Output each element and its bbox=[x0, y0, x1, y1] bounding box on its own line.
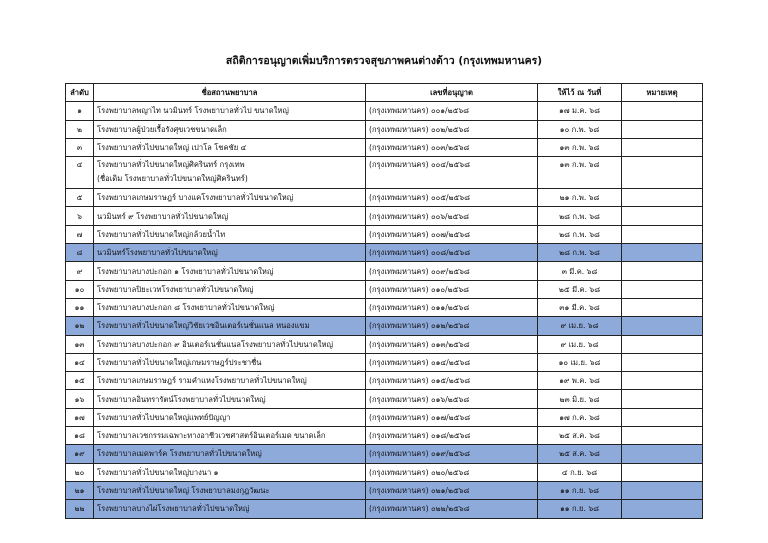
table-row bbox=[66, 157, 703, 189]
hospital-name: นวมินทร์โรงพยาบาลทั่วไปขนาดใหญ่ bbox=[94, 244, 366, 262]
hospital-name: โรงพยาบาลทั่วไปขนาดใหญ่เกษมราษฎร์ประชาชื่น bbox=[94, 353, 366, 371]
hospital-name: โรงพยาบาลบางปะกอก ๘ โรงพยาบาลทั่วไปขนาดใหญ่ bbox=[94, 298, 366, 316]
remark bbox=[622, 102, 703, 120]
remark bbox=[622, 317, 703, 335]
row-number: ๑๕ bbox=[66, 372, 94, 390]
col-header-note: หมายเหตุ bbox=[622, 84, 703, 102]
hospital-name-line: โรงพยาบาลทั่วไปขนาดใหญ่ศิครินทร์ กรุงเทพ bbox=[97, 160, 245, 170]
row-number: ๑๑ bbox=[66, 298, 94, 316]
table-row bbox=[66, 353, 703, 371]
table-row bbox=[66, 280, 703, 298]
remark bbox=[622, 335, 703, 353]
hospital-name: โรงพยาบาลเกษมราษฎร์ บางแคโรงพยาบาลทั่วไปขนาดใหญ่ bbox=[94, 189, 366, 207]
row-number: ๒๑ bbox=[66, 481, 94, 499]
remark bbox=[622, 353, 703, 371]
hospital-name: โรงพยาบาลทั่วไปขนาดใหญ่แพทย์ปัญญา bbox=[94, 408, 366, 426]
license-number: (กรุงเทพมหานคร) ๐๑๗/๒๕๖๘ bbox=[366, 408, 538, 426]
table-row bbox=[66, 463, 703, 481]
row-number: ๑๒ bbox=[66, 317, 94, 335]
issue-date: ๒๕ ส.ค. ๖๘ bbox=[538, 427, 622, 445]
license-number: (กรุงเทพมหานคร) ๐๐๘/๒๕๖๘ bbox=[366, 244, 538, 262]
hospital-name: โรงพยาบาลเกษมราษฎร์ รามคำแหงโรงพยาบาลทั่วไปขนาดใหญ่ bbox=[94, 372, 366, 390]
license-number: (กรุงเทพมหานคร) ๐๐๔/๒๕๖๘ bbox=[366, 157, 538, 189]
license-number: (กรุงเทพมหานคร) ๐๑๕/๒๕๖๘ bbox=[366, 372, 538, 390]
license-number: (กรุงเทพมหานคร) ๐๒๒/๒๕๖๘ bbox=[366, 500, 538, 518]
col-header-no: ลำดับ bbox=[66, 84, 94, 102]
row-number: ๑๔ bbox=[66, 353, 94, 371]
row-number: ๒๐ bbox=[66, 463, 94, 481]
remark bbox=[622, 481, 703, 499]
row-number: ๘ bbox=[66, 244, 94, 262]
table-row bbox=[66, 189, 703, 207]
hospital-name: โรงพยาบาลบางปะกอก ๑ โรงพยาบาลทั่วไปขนาดใหญ่ bbox=[94, 262, 366, 280]
row-number: ๑๖ bbox=[66, 390, 94, 408]
issue-date: ๓ มี.ค. ๖๘ bbox=[538, 262, 622, 280]
issue-date: ๔ ก.ย. ๖๘ bbox=[538, 463, 622, 481]
row-number: ๑๓ bbox=[66, 335, 94, 353]
license-number: (กรุงเทพมหานคร) ๐๒๑/๒๕๖๘ bbox=[366, 481, 538, 499]
table-row bbox=[66, 138, 703, 156]
license-number: (กรุงเทพมหานคร) ๐๐๖/๒๕๖๘ bbox=[366, 207, 538, 225]
hospital-name: โรงพยาบาลปิยะเวทโรงพยาบาลทั่วไปขนาดใหญ่ bbox=[94, 280, 366, 298]
table-header-row bbox=[66, 84, 703, 102]
row-number: ๓ bbox=[66, 138, 94, 156]
license-number: (กรุงเทพมหานคร) ๐๑๔/๒๕๖๘ bbox=[366, 353, 538, 371]
row-number: ๙ bbox=[66, 262, 94, 280]
remark bbox=[622, 390, 703, 408]
table-row bbox=[66, 298, 703, 316]
permit-table bbox=[65, 83, 703, 519]
remark bbox=[622, 138, 703, 156]
issue-date: ๓๑ มี.ค. ๖๘ bbox=[538, 298, 622, 316]
row-number: ๒ bbox=[66, 120, 94, 138]
hospital-name: โรงพยาบาลอินทรารัตน์โรงพยาบาลทั่วไปขนาดใหญ่ bbox=[94, 390, 366, 408]
issue-date: ๑๓ ก.พ. ๖๘ bbox=[538, 138, 622, 156]
row-number: ๖ bbox=[66, 207, 94, 225]
issue-date: ๒๕ ส.ค. ๖๘ bbox=[538, 445, 622, 463]
hospital-name: โรงพยาบาลทั่วไปขนาดใหญ่บางนา ๑ bbox=[94, 463, 366, 481]
row-number: ๒๒ bbox=[66, 500, 94, 518]
hospital-name: โรงพยาบาลเมดพาร์ค โรงพยาบาลทั่วไปขนาดใหญ่ bbox=[94, 445, 366, 463]
license-number: (กรุงเทพมหานคร) ๐๐๕/๒๕๖๘ bbox=[366, 189, 538, 207]
table-row bbox=[66, 262, 703, 280]
hospital-name: โรงพยาบาลทั่วไปขนาดใหญ่กล้วยน้ำไท bbox=[94, 225, 366, 243]
remark bbox=[622, 262, 703, 280]
table-row bbox=[66, 317, 703, 335]
table-row bbox=[66, 390, 703, 408]
hospital-name: โรงพยาบาลทั่วไปขนาดใหญ่ เปาโล โชคชัย ๔ bbox=[94, 138, 366, 156]
issue-date: ๑๗ ก.ค. ๖๘ bbox=[538, 408, 622, 426]
remark bbox=[622, 500, 703, 518]
license-number: (กรุงเทพมหานคร) ๐๑๙/๒๕๖๘ bbox=[366, 445, 538, 463]
table-row bbox=[66, 445, 703, 463]
remark bbox=[622, 207, 703, 225]
row-number: ๑๙ bbox=[66, 445, 94, 463]
col-header-date: ให้ไว้ ณ วันที่ bbox=[538, 84, 622, 102]
remark bbox=[622, 408, 703, 426]
remark bbox=[622, 372, 703, 390]
remark bbox=[622, 157, 703, 189]
issue-date: ๑๑ ก.ย. ๖๘ bbox=[538, 481, 622, 499]
issue-date: ๑๐ ก.พ. ๖๘ bbox=[538, 120, 622, 138]
license-number: (กรุงเทพมหานคร) ๐๐๗/๒๕๖๘ bbox=[366, 225, 538, 243]
remark bbox=[622, 445, 703, 463]
issue-date: ๑๐ เม.ย. ๖๘ bbox=[538, 353, 622, 371]
license-number: (กรุงเทพมหานคร) ๐๐๓/๒๕๖๘ bbox=[366, 138, 538, 156]
issue-date: ๒๑ ก.พ. ๖๘ bbox=[538, 189, 622, 207]
row-number: ๗ bbox=[66, 225, 94, 243]
hospital-name: โรงพยาบาลเวชกรรมเฉพาะทางอาชีวเวชศาสตร์อินเตอร์เมด ขนาดเล็ก bbox=[94, 427, 366, 445]
table-row bbox=[66, 481, 703, 499]
issue-date: ๒๘ ก.พ. ๖๘ bbox=[538, 225, 622, 243]
issue-date: ๑๗ ม.ค. ๖๘ bbox=[538, 102, 622, 120]
remark bbox=[622, 189, 703, 207]
license-number: (กรุงเทพมหานคร) ๐๐๑/๒๕๖๘ bbox=[366, 102, 538, 120]
table-row bbox=[66, 500, 703, 518]
license-number: (กรุงเทพมหานคร) ๐๑๑/๒๕๖๘ bbox=[366, 298, 538, 316]
table-row bbox=[66, 427, 703, 445]
remark bbox=[622, 463, 703, 481]
remark bbox=[622, 244, 703, 262]
table-row bbox=[66, 335, 703, 353]
license-number: (กรุงเทพมหานคร) ๐๑๒/๒๕๖๘ bbox=[366, 317, 538, 335]
table-row bbox=[66, 225, 703, 243]
hospital-name bbox=[94, 157, 366, 189]
table-row bbox=[66, 102, 703, 120]
page-title: สถิติการอนุญาตเพิ่มบริการตรวจสุขภาพคนต่างด้าว (กรุงเทพมหานคร) bbox=[225, 55, 543, 67]
hospital-former-name: (ชื่อเดิม โรงพยาบาลทั่วไปขนาดใหญ่ศิครินทร์) bbox=[97, 174, 248, 184]
remark bbox=[622, 225, 703, 243]
issue-date: ๑๑ ก.ย. ๖๘ bbox=[538, 500, 622, 518]
table-row bbox=[66, 207, 703, 225]
issue-date: ๑๓ ก.พ. ๖๘ bbox=[538, 157, 622, 189]
license-number: (กรุงเทพมหานคร) ๐๒๐/๒๕๖๘ bbox=[366, 463, 538, 481]
remark bbox=[622, 298, 703, 316]
remark bbox=[622, 280, 703, 298]
remark bbox=[622, 427, 703, 445]
row-number: ๔ bbox=[66, 157, 94, 189]
issue-date: ๙ เม.ย. ๖๘ bbox=[538, 317, 622, 335]
license-number: (กรุงเทพมหานคร) ๐๐๒/๒๕๖๘ bbox=[366, 120, 538, 138]
license-number: (กรุงเทพมหานคร) ๐๑๓/๒๕๖๘ bbox=[366, 335, 538, 353]
hospital-name: นวมินทร์ ๙ โรงพยาบาลทั่วไปขนาดใหญ่ bbox=[94, 207, 366, 225]
remark bbox=[622, 120, 703, 138]
row-number: ๑๘ bbox=[66, 427, 94, 445]
row-number: ๑๐ bbox=[66, 280, 94, 298]
issue-date: ๒๕ มี.ค. ๖๘ bbox=[538, 280, 622, 298]
hospital-name: โรงพยาบาลผู้ป่วยเรื้อรังศุขเวชขนาดเล็ก bbox=[94, 120, 366, 138]
license-number: (กรุงเทพมหานคร) ๐๐๙/๒๕๖๘ bbox=[366, 262, 538, 280]
table-row bbox=[66, 408, 703, 426]
hospital-name: โรงพยาบาลทั่วไปขนาดใหญ่ โรงพยาบาลมงกุฎวัฒนะ bbox=[94, 481, 366, 499]
hospital-name: โรงพยาบาลบางปะกอก ๙ อินเตอร์เนชั่นแนลโรงพยาบาลทั่วไปขนาดใหญ่ bbox=[94, 335, 366, 353]
row-number: ๑๗ bbox=[66, 408, 94, 426]
issue-date: ๒๘ ก.พ. ๖๘ bbox=[538, 244, 622, 262]
row-number: ๑ bbox=[66, 102, 94, 120]
table-row bbox=[66, 244, 703, 262]
issue-date: ๒๓ มิ.ย. ๖๘ bbox=[538, 390, 622, 408]
hospital-name: โรงพยาบาลบางไผ่โรงพยาบาลทั่วไปขนาดใหญ่ bbox=[94, 500, 366, 518]
license-number: (กรุงเทพมหานคร) ๐๑๐/๒๕๖๘ bbox=[366, 280, 538, 298]
table-row bbox=[66, 372, 703, 390]
row-number: ๕ bbox=[66, 189, 94, 207]
license-number: (กรุงเทพมหานคร) ๐๑๘/๒๕๖๘ bbox=[366, 427, 538, 445]
issue-date: ๒๘ ก.พ. ๖๘ bbox=[538, 207, 622, 225]
license-number: (กรุงเทพมหานคร) ๐๑๖/๒๕๖๘ bbox=[366, 390, 538, 408]
issue-date: ๙ เม.ย. ๖๘ bbox=[538, 335, 622, 353]
col-header-license: เลขที่อนุญาต bbox=[366, 84, 538, 102]
issue-date: ๑๙ พ.ค. ๖๘ bbox=[538, 372, 622, 390]
hospital-name: โรงพยาบาลทั่วไปขนาดใหญ่วิชัยเวชอินเตอร์เนชั่นแนล หนองแขม bbox=[94, 317, 366, 335]
table-row bbox=[66, 120, 703, 138]
hospital-name: โรงพยาบาลพญาไท นวมินทร์ โรงพยาบาลทั่วไป ขนาดใหญ่ bbox=[94, 102, 366, 120]
col-header-name: ชื่อสถานพยาบาล bbox=[94, 84, 366, 102]
